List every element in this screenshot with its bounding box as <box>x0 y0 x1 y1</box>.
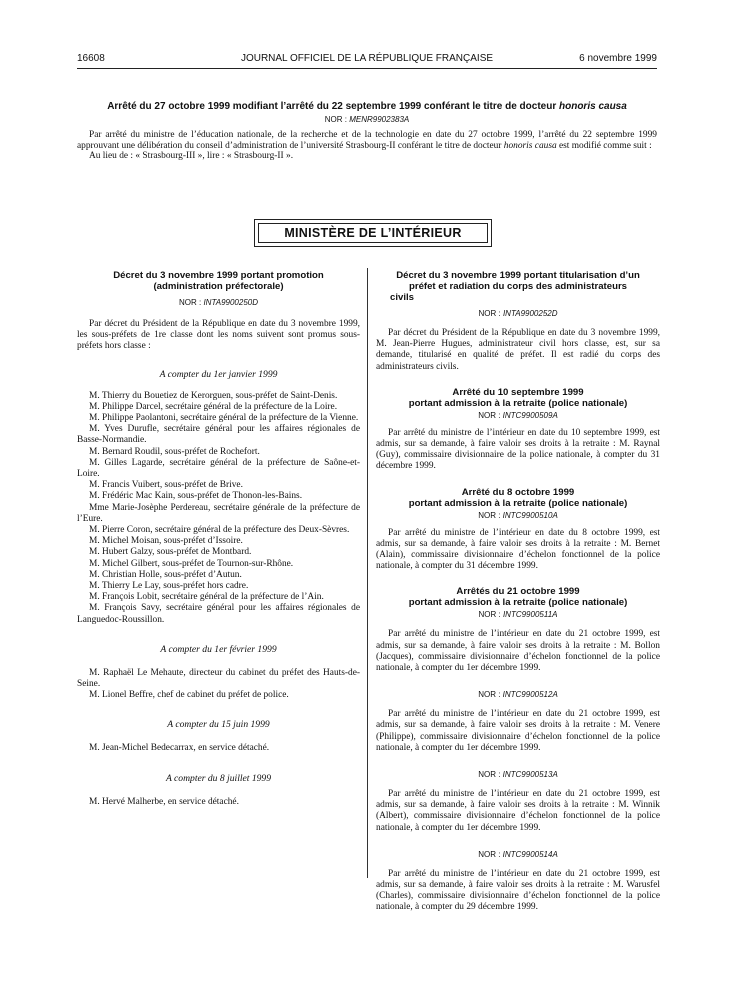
list-item: Mme Marie-Josèphe Perdereau, secrétaire générale de la préfecture de l’Eure. <box>77 502 360 524</box>
nor-code: INTC9900510A <box>502 510 558 520</box>
arrete-nor: NOR : INTC9900513A <box>478 770 558 780</box>
list-item: M. Thierry Le Lay, sous-préfet hors cadre. <box>89 581 249 592</box>
column-divider <box>367 268 368 878</box>
page-header <box>77 53 657 67</box>
list-item: M. Pierre Coron, secrétaire général de la préfecture des Deux-Sèvres. <box>89 525 350 536</box>
list-item: M. Yves Durufle, secrétaire général pour les affaires régionales de Basse-Normandie. <box>77 424 360 446</box>
nor-code: MENR9902383A <box>349 115 410 124</box>
nor-code: INTA9900252D <box>502 309 558 318</box>
list-item: M. François Savy, secrétaire général pour les affaires régionales de Languedoc-Roussillon. <box>77 603 360 625</box>
arrete-nor: NOR : INTC9900511A <box>478 610 558 620</box>
decret-titularisation-nor: NOR : INTA9900252D <box>478 309 558 318</box>
page-number: 16608 <box>77 53 105 64</box>
nor-code: INTC9900509A <box>502 410 558 420</box>
list-item: M. Philippe Darcel, secrétaire général de la préfecture de la Loire. <box>89 401 338 412</box>
arrete-title: Arrêtés du 21 octobre 1999 portant admission à la retraite (police nationale) <box>408 586 628 609</box>
arrete-body: Par arrêté du ministre de l’intérieur en date du 21 octobre 1999, est admis, sur sa demande, à faire valoir ses droits à la retraite : M. Bollon (Jacques), commissaire divisionnaire d’échelon fonctionnel de la police nationale, à compter du 1er décembre 1999. <box>376 629 660 674</box>
section-heading: A compter du 1er janvier 1999 <box>159 368 278 380</box>
ministry-heading: MINISTÈRE DE L’INTÉRIEUR <box>258 223 488 243</box>
top-arrete <box>77 100 657 162</box>
nor-code: INTC9900514A <box>502 849 558 859</box>
list-item: M. Francis Vuibert, sous-préfet de Brive. <box>89 480 243 491</box>
journal-title: JOURNAL OFFICIEL DE LA RÉPUBLIQUE FRANÇAISE <box>240 53 494 64</box>
nor-code: INTC9900513A <box>502 770 558 780</box>
right-column <box>376 270 660 914</box>
left-column <box>77 270 360 808</box>
top-arrete-paragraph: Par arrêté du ministre de l’éducation nationale, de la recherche et de la technologie en date du 27 octobre 1999, l’arrêté du 22 septembre 1999 approuvant une délibération du conseil d’administration de l’université Strasbourg-II conférant le titre de docteur honoris causa est modifié comme suit : <box>77 130 657 151</box>
arrete-nor: NOR : INTC9900510A <box>478 510 558 520</box>
section-heading: A compter du 1er février 1999 <box>160 643 277 655</box>
decret-promotion-nor: NOR : INTA9900250D <box>178 298 258 307</box>
top-arrete-title-italic: honoris causa <box>559 101 627 112</box>
arrete-body: Par arrêté du ministre de l’intérieur en date du 21 octobre 1999, est admis, sur sa demande, à faire valoir ses droits à la retraite : M. Venere (Philippe), commissaire divisionnaire d’échelon fonctionnel de la police nationale, à compter du 1er décembre 1999. <box>376 709 660 753</box>
arrete-body: Par arrêté du ministre de l’intérieur en date du 8 octobre 1999, est admis, sur sa demande, à faire valoir ses droits à la retraite : M. Bernet (Alain), commissaire divisionnaire d’échelon fonctionnel de la police nationale, à compter du 31 décembre 1999. <box>376 527 660 572</box>
arrete-nor: NOR : INTC9900509A <box>478 410 558 420</box>
list-item: M. Gilles Lagarde, secrétaire général de la préfecture de Saône-et-Loire. <box>77 457 360 480</box>
arrete-title: Arrêté du 10 septembre 1999 portant admission à la retraite (police nationale) <box>408 386 628 409</box>
list-item: M. François Lobit, secrétaire général de la préfecture de l’Ain. <box>89 592 324 603</box>
ministry-heading-box <box>254 219 492 247</box>
top-arrete-amendment: Au lieu de : « Strasbourg-III », lire : « Strasbourg-II ». <box>89 151 294 162</box>
list-item: M. Philippe Paolantoni, secrétaire général de la préfecture de la Vienne. <box>89 413 359 424</box>
arrete-nor: NOR : INTC9900512A <box>478 690 558 700</box>
decret-titularisation-title: Décret du 3 novembre 1999 portant titularisation d’un préfet et radiation du corps des administrateurs civils <box>390 270 640 303</box>
nor-code: INTA9900250D <box>203 298 258 307</box>
list-item: M. Hubert Galzy, sous-préfet de Montbard. <box>89 547 252 558</box>
issue-date: 6 novembre 1999 <box>579 53 657 64</box>
list-item: M. Raphaël Le Mehaute, directeur du cabinet du préfet des Hauts-de-Seine. <box>77 667 360 690</box>
section-heading: A compter du 15 juin 1999 <box>167 719 270 731</box>
list-item: M. Bernard Roudil, sous-préfet de Rochefort. <box>89 446 260 457</box>
section-heading: A compter du 8 juillet 1999 <box>165 772 272 784</box>
header-rule <box>77 68 657 69</box>
decret-titularisation-body: Par décret du Président de la République en date du 3 novembre 1999, M. Jean-Pierre Hugues, administrateur civil hors classe, est, sur sa demande, titularisé en qualité de préfet. Il est radié du corps des administrateurs civils. <box>376 328 660 372</box>
list-item: M. Lionel Beffre, chef de cabinet du préfet de police. <box>89 690 289 701</box>
list-item: M. Jean-Michel Bedecarrax, en service détaché. <box>89 743 270 754</box>
arrete-nor: NOR : INTC9900514A <box>478 849 558 859</box>
nor-code: INTC9900512A <box>502 690 558 700</box>
arrete-body: Par arrêté du ministre de l’intérieur en date du 21 octobre 1999, est admis, sur sa demande, à faire valoir ses droits à la retraite : M. Winnik (Albert), commissaire divisionnaire d’échelon fonctionnel de la police nationale, à compter du 1er décembre 1999. <box>376 789 660 833</box>
top-arrete-nor: NOR : MENR9902383A <box>324 115 410 124</box>
list-item: M. Michel Moisan, sous-préfet d’Issoire. <box>89 536 243 547</box>
list-item: M. Thierry du Bouetiez de Kerorguen, sous-préfet de Saint-Denis. <box>89 390 338 401</box>
list-item: M. Frédéric Mac Kain, sous-préfet de Thonon-les-Bains. <box>89 491 303 502</box>
nor-code: INTC9900511A <box>502 610 558 620</box>
list-item: M. Hervé Malherbe, en service détaché. <box>89 796 239 807</box>
list-item: M. Christian Holle, sous-préfet d’Autun. <box>89 569 242 580</box>
arrete-title: Arrêté du 8 octobre 1999 portant admission à la retraite (police nationale) <box>408 486 628 509</box>
top-arrete-title: Arrêté du 27 octobre 1999 modifiant l’arrêté du 22 septembre 1999 conférant le titre de docteur honoris causa <box>107 101 627 112</box>
decret-promotion-intro: Par décret du Président de la République en date du 3 novembre 1999, les sous-préfets de 1re classe dont les noms suivent sont promus sous-préfets hors classe : <box>77 319 360 352</box>
arrete-body: Par arrêté du ministre de l’intérieur en date du 10 septembre 1999, est admis, sur sa demande, à faire valoir ses droits à la retraite : M. Raynal (Guy), commissaire divisionnaire de la police nationale, à compter du 31 décembre 1999. <box>376 427 660 472</box>
decret-promotion-title: Décret du 3 novembre 1999 portant promotion (administration préfectorale) <box>113 270 324 292</box>
list-item: M. Michel Gilbert, sous-préfet de Tournon-sur-Rhône. <box>89 558 294 569</box>
arrete-body: Par arrêté du ministre de l’intérieur en date du 21 octobre 1999, est admis, sur sa demande, à faire valoir ses droits à la retraite : M. Warusfel (Charles), commissaire divisionnaire d’échelon fonctionnel de la police nationale, à compter du 29 décembre 1999. <box>376 868 660 913</box>
